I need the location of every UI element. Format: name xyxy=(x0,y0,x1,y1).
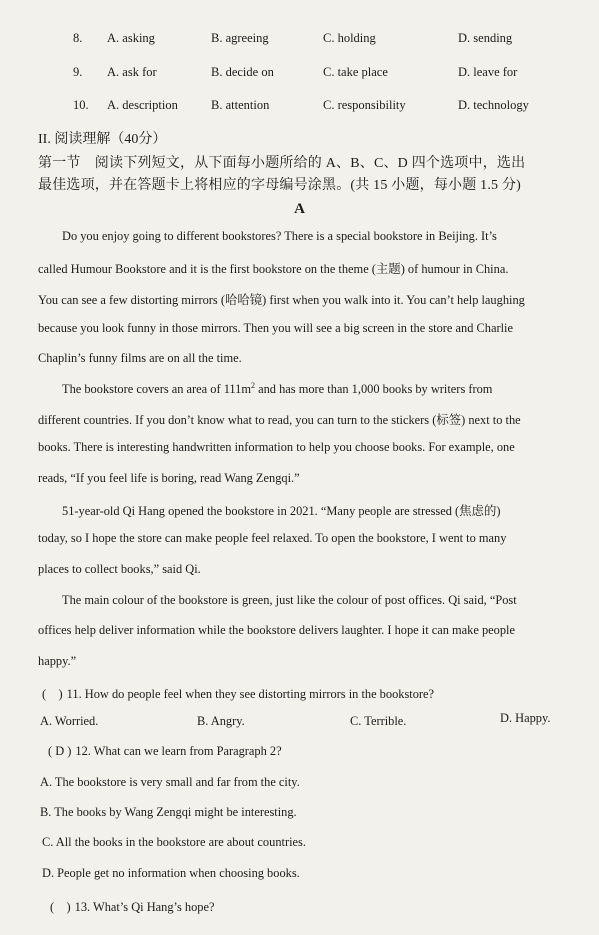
option-c: C. holding xyxy=(323,31,376,45)
q12-option-a[interactable]: A. The bookstore is very small and far from the city. xyxy=(40,775,300,789)
section-heading: II. 阅读理解（40分） xyxy=(38,132,167,147)
option-d: D. leave for xyxy=(458,65,518,79)
area-text-tail: and has more than 1,000 books by writers from xyxy=(255,382,493,397)
area-text: The bookstore covers an area of 111m xyxy=(62,382,251,397)
option-d: D. sending xyxy=(458,31,513,45)
passage-line: 51-year-old Qi Hang opened the bookstore in 2021. “Many people are stressed (焦虑的) xyxy=(62,504,501,518)
passage-line: called Humour Bookstore and it is the first bookstore on the theme (主题) of humour in China. xyxy=(38,262,509,276)
option-b: B. agreeing xyxy=(211,31,269,45)
question-13 xyxy=(50,897,215,915)
passage-line: offices help deliver information while the bookstore delivers laughter. I hope it can make people xyxy=(38,623,516,637)
q11-option-a[interactable]: A. Worried. xyxy=(40,714,99,728)
q11-option-d[interactable]: D. Happy. xyxy=(500,711,551,725)
area-superscript: 2 xyxy=(251,381,255,390)
passage-line: happy.” xyxy=(38,654,77,668)
option-b: B. attention xyxy=(211,98,270,112)
question-12 xyxy=(48,744,282,759)
question-stem: 11. How do people feel when they see distorting mirrors in the bookstore? xyxy=(66,687,435,701)
passage-line: Chaplin’s funny films are on all the time. xyxy=(38,351,242,365)
question-stem: 13. What’s Qi Hang’s hope? xyxy=(74,900,215,914)
q12-option-c[interactable]: C. All the books in the bookstore are about countries. xyxy=(42,835,306,849)
option-c: C. responsibility xyxy=(323,98,406,112)
option-a: A. ask for xyxy=(107,65,157,79)
question-number: 10. xyxy=(73,98,89,112)
option-c: C. take place xyxy=(323,65,388,79)
passage-line-area xyxy=(62,381,492,397)
answer-blank[interactable]: ( ) xyxy=(42,687,63,701)
options-row-9 xyxy=(0,65,599,85)
q12-option-d[interactable]: D. People get no information when choosing books. xyxy=(42,866,300,880)
passage-line: reads, “If you feel life is boring, read Wang Zengqi.” xyxy=(38,471,300,485)
q11-option-c[interactable]: C. Terrible. xyxy=(350,714,407,728)
q11-option-b[interactable]: B. Angry. xyxy=(197,714,245,728)
instruction-line-1: 第一节 阅读下列短文，从下面每小题所给的 A、B、C、D 四个选项中，选出 xyxy=(38,156,526,171)
option-d: D. technology xyxy=(458,98,529,112)
question-number: 8. xyxy=(73,31,83,45)
option-a: A. description xyxy=(107,98,178,112)
passage-label: A xyxy=(294,201,305,217)
passage-line: books. There is interesting handwritten information to help you choose books. For example, one xyxy=(38,440,515,454)
instruction-line-2: 最佳选项，并在答题卡上将相应的字母编号涂黑。(共 15 小题，每小题 1.5 分) xyxy=(38,178,522,193)
passage-line: Do you enjoy going to different bookstores? There is a special bookstore in Beijing. It’s xyxy=(62,229,497,243)
answer-blank[interactable]: ( D ) xyxy=(48,744,72,758)
passage-line: because you look funny in those mirrors. Then you will see a big screen in the store and Charlie xyxy=(38,321,513,335)
options-row-8 xyxy=(0,31,599,51)
passage-line: The main colour of the bookstore is green, just like the colour of post offices. Qi said, “Post xyxy=(62,593,517,607)
question-stem: 12. What can we learn from Paragraph 2? xyxy=(75,744,282,758)
passage-line: You can see a few distorting mirrors (哈哈镜) first when you walk into it. You can’t help laughing xyxy=(38,293,525,307)
question-11 xyxy=(42,684,434,702)
q12-option-b[interactable]: B. The books by Wang Zengqi might be interesting. xyxy=(40,805,297,819)
options-row-10 xyxy=(0,98,599,118)
answer-blank[interactable]: ( ) xyxy=(50,900,71,914)
option-a: A. asking xyxy=(107,31,155,45)
question-number: 9. xyxy=(73,65,83,79)
passage-line: different countries. If you don’t know what to read, you can turn to the stickers (标签) next to the xyxy=(38,413,521,427)
passage-line: places to collect books,” said Qi. xyxy=(38,562,201,576)
passage-line: today, so I hope the store can make people feel relaxed. To open the bookstore, I went to many xyxy=(38,531,507,545)
option-b: B. decide on xyxy=(211,65,274,79)
